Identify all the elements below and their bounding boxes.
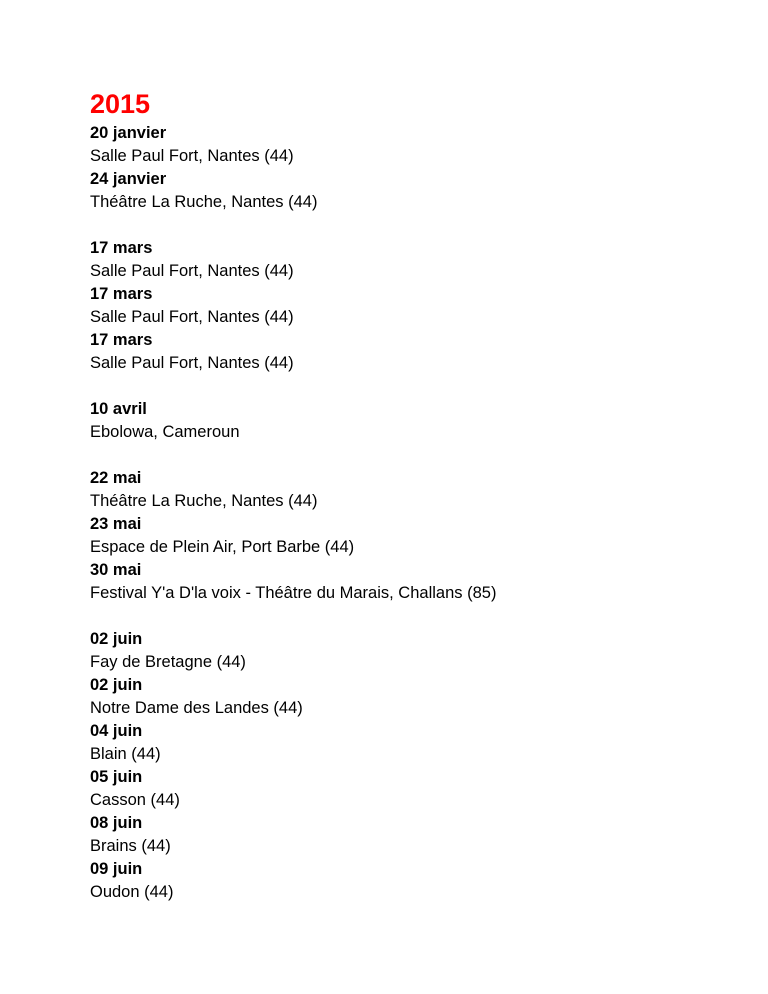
event-date: 22 mai: [90, 469, 142, 487]
year-heading: 2015: [90, 89, 151, 119]
event-entry: [90, 237, 740, 283]
event-place: Fay de Bretagne (44): [90, 653, 246, 671]
event-date: 24 janvier: [90, 170, 167, 188]
event-date: 09 juin: [90, 860, 143, 878]
event-entry: [90, 559, 740, 605]
event-group-may: [90, 467, 740, 605]
event-date: 17 mars: [90, 239, 153, 257]
event-date: 10 avril: [90, 400, 147, 418]
event-group-march: [90, 237, 740, 375]
event-date: 04 juin: [90, 722, 143, 740]
event-date: 20 janvier: [90, 124, 167, 142]
event-place: Ebolowa, Cameroun: [90, 423, 240, 441]
document-page: [90, 88, 740, 927]
event-place: Blain (44): [90, 745, 161, 763]
event-entry: [90, 329, 740, 375]
event-place: Festival Y'a D'la voix - Théâtre du Marais, Challans (85): [90, 584, 497, 602]
event-date: 05 juin: [90, 768, 143, 786]
event-group-june: [90, 628, 740, 904]
event-entry: [90, 283, 740, 329]
event-date: 30 mai: [90, 561, 142, 579]
event-place: Théâtre La Ruche, Nantes (44): [90, 492, 318, 510]
event-place: Oudon (44): [90, 883, 174, 901]
event-place: Notre Dame des Landes (44): [90, 699, 303, 717]
event-entry: [90, 398, 740, 444]
event-place: Salle Paul Fort, Nantes (44): [90, 262, 294, 280]
event-entry: [90, 513, 740, 559]
event-date: 02 juin: [90, 630, 143, 648]
event-place: Salle Paul Fort, Nantes (44): [90, 147, 294, 165]
event-entry: [90, 858, 740, 904]
event-place: Théâtre La Ruche, Nantes (44): [90, 193, 318, 211]
event-entry: [90, 122, 740, 168]
event-place: Espace de Plein Air, Port Barbe (44): [90, 538, 355, 556]
event-group-january: [90, 122, 740, 214]
event-place: Salle Paul Fort, Nantes (44): [90, 308, 294, 326]
event-date: 02 juin: [90, 676, 143, 694]
event-entry: [90, 674, 740, 720]
event-entry: [90, 720, 740, 766]
event-entry: [90, 628, 740, 674]
event-entry: [90, 467, 740, 513]
event-group-april: [90, 398, 740, 444]
event-place: Salle Paul Fort, Nantes (44): [90, 354, 294, 372]
event-entry: [90, 766, 740, 812]
event-place: Brains (44): [90, 837, 171, 855]
event-date: 17 mars: [90, 285, 153, 303]
event-date: 08 juin: [90, 814, 143, 832]
event-place: Casson (44): [90, 791, 180, 809]
event-entry: [90, 168, 740, 214]
event-date: 23 mai: [90, 515, 142, 533]
event-date: 17 mars: [90, 331, 153, 349]
event-entry: [90, 812, 740, 858]
